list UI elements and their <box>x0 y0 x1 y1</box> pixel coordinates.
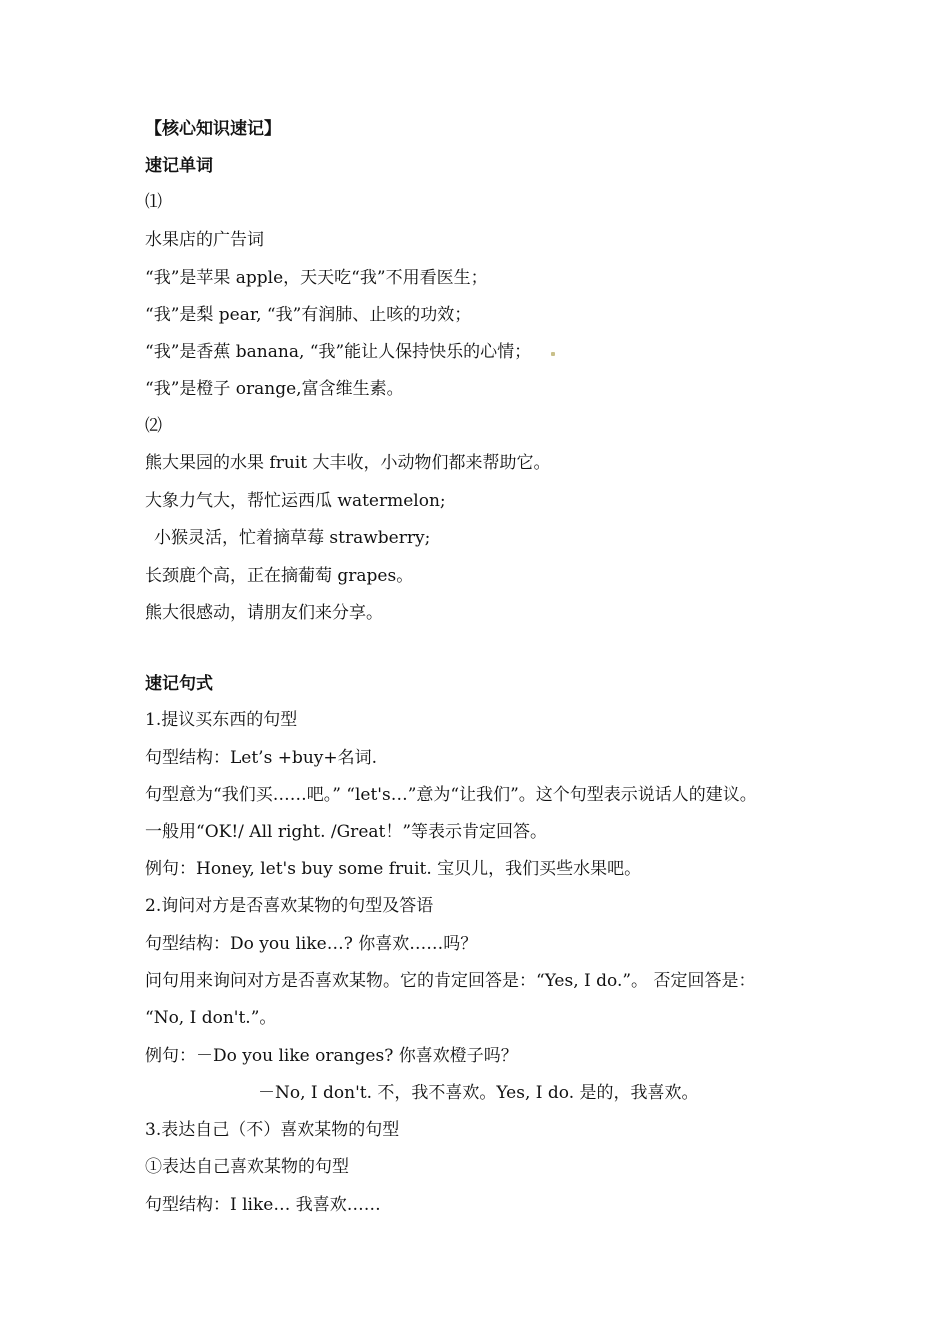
part1-line: “我”是香蕉 banana, “我”能让人保持快乐的心情； <box>145 342 532 362</box>
section-header: 【核心知识速记】 <box>145 119 281 139</box>
part2-number: ⑵ <box>145 416 162 436</box>
s2-desc: 问句用来询问对方是否喜欢某物。它的肯定回答是：“Yes, I do.”。 否定回答是： <box>145 971 756 991</box>
s1-title: 1.提议买东西的句型 <box>145 710 298 730</box>
s2-example: 例句：－Do you like oranges? 你喜欢橙子吗？ <box>145 1046 518 1066</box>
s1-answer: 一般用“OK!/ All right. /Great！”等表示肯定回答。 <box>145 822 548 842</box>
part1-number: ⑴ <box>145 192 162 212</box>
s2-structure: 句型结构：Do you like…? 你喜欢……吗？ <box>145 934 478 954</box>
s3-title: 3.表达自己（不）喜欢某物的句型 <box>145 1120 400 1140</box>
part2-line: 大象力气大，帮忙运西瓜 watermelon; <box>145 491 446 511</box>
s2-desc: “No, I don't.”。 <box>145 1008 277 1028</box>
s1-structure: 句型结构：Let’s +buy+名词. <box>145 748 378 768</box>
part1-title: 水果店的广告词 <box>145 230 264 250</box>
s2-title: 2.询问对方是否喜欢某物的句型及答语 <box>145 896 434 916</box>
s1-example: 例句：Honey, let's buy some fruit. 宝贝儿，我们买些水果吧。 <box>145 859 642 879</box>
part1-line: “我”是橙子 orange,富含维生素。 <box>145 379 404 399</box>
part1-line: “我”是苹果 apple，天天吃“我”不用看医生； <box>145 268 488 288</box>
s3-subtitle: ①表达自己喜欢某物的句型 <box>145 1157 349 1177</box>
part2-line: 长颈鹿个高，正在摘葡萄 grapes。 <box>145 566 414 586</box>
s1-meaning: 句型意为“我们买……吧。” “let's…”意为“让我们”。这个句型表示说话人的建议。 <box>145 785 757 805</box>
s2-example: －No, I don't. 不，我不喜欢。Yes, I do. 是的，我喜欢。 <box>258 1083 699 1103</box>
vocab-title: 速记单词 <box>145 156 213 176</box>
part2-line: 小猴灵活，忙着摘草莓 strawberry; <box>154 528 431 548</box>
s3-structure: 句型结构：I like… 我喜欢…… <box>145 1195 381 1215</box>
part1-line: “我”是梨 pear, “我”有润肺、止咳的功效； <box>145 305 472 325</box>
sentence-title: 速记句式 <box>145 674 213 694</box>
part2-line: 熊大果园的水果 fruit 大丰收，小动物们都来帮助它。 <box>145 453 551 473</box>
part2-line: 熊大很感动，请朋友们来分享。 <box>145 603 383 623</box>
speck-mark <box>551 352 555 356</box>
